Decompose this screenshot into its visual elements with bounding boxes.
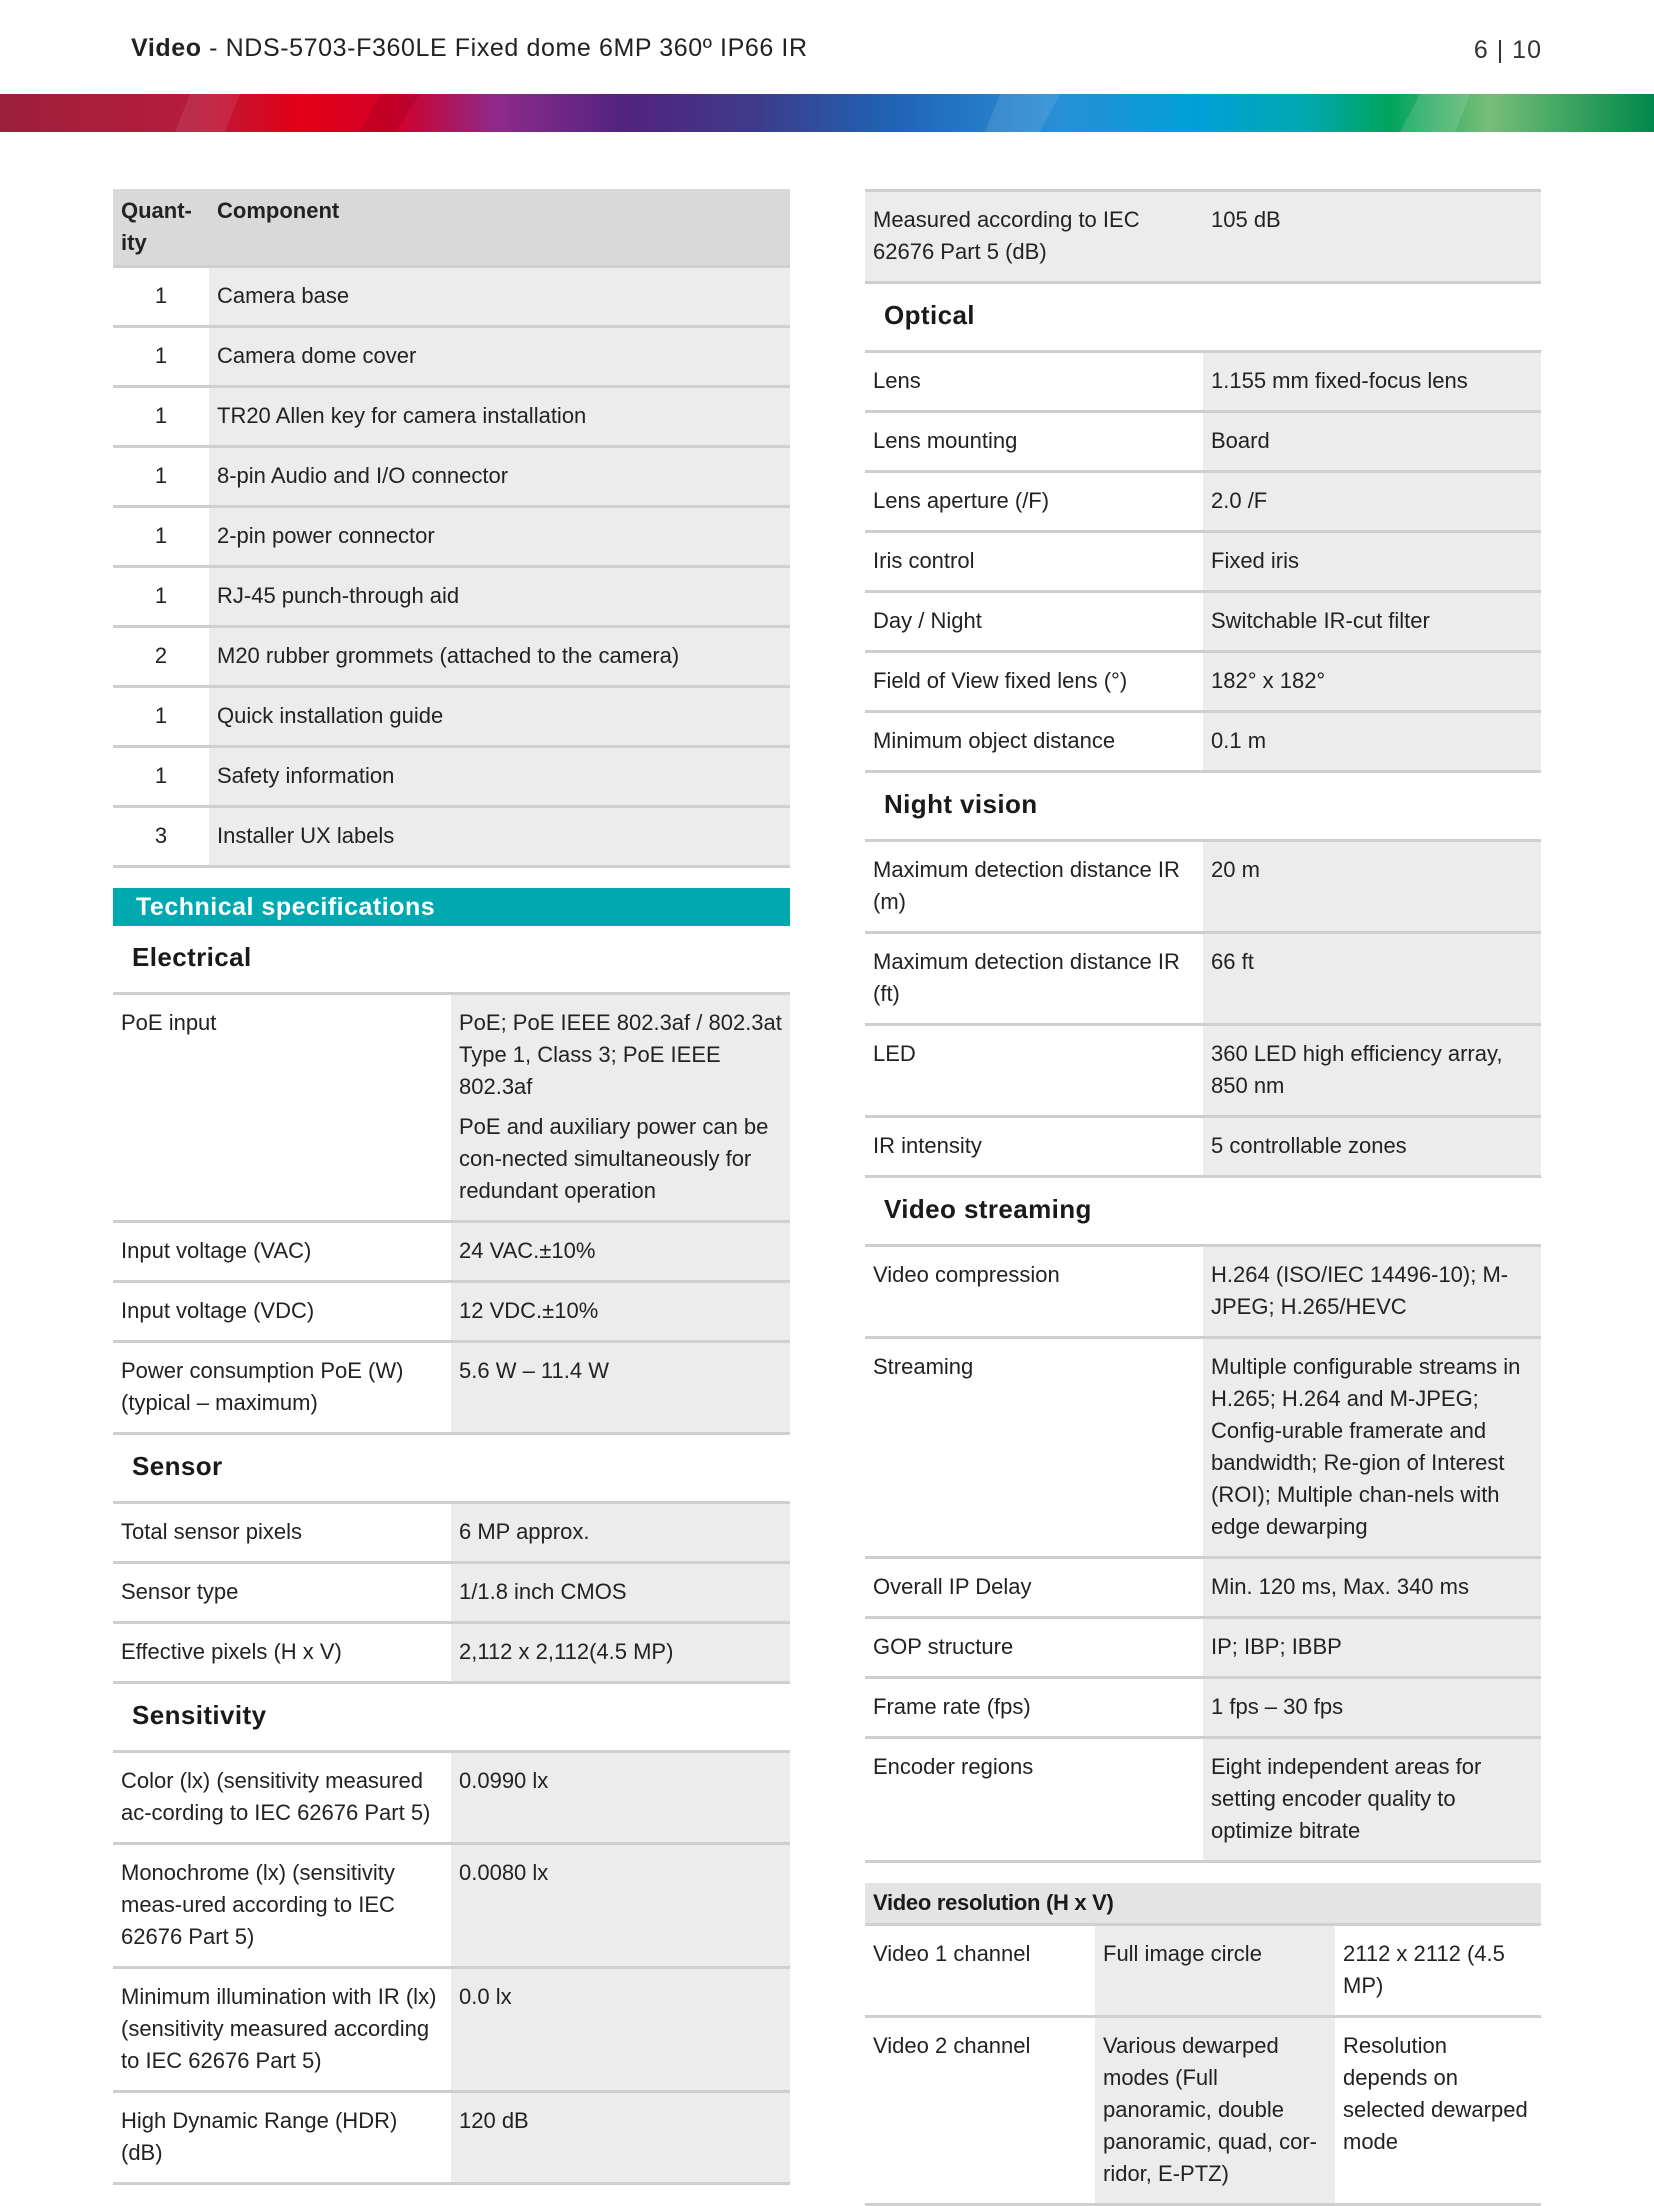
component-name: Installer UX labels xyxy=(209,807,790,867)
component-qty: 1 xyxy=(113,267,209,327)
resolution-mode: Full image circle xyxy=(1095,1926,1335,2017)
spec-label: Lens mounting xyxy=(865,412,1203,472)
resolution-value: 2112 x 2112 (4.5 MP) xyxy=(1335,1926,1541,2017)
spec-row xyxy=(113,1563,790,1623)
component-qty: 1 xyxy=(113,567,209,627)
spec-label: Maximum detection distance IR (m) xyxy=(865,842,1203,933)
spec-label: GOP structure xyxy=(865,1618,1203,1678)
spec-value: 2,112 x 2,112(4.5 MP) xyxy=(451,1623,790,1683)
spec-label: Power consumption PoE (W) (typical – maximum) xyxy=(113,1342,451,1434)
technical-specifications-heading: Technical specifications xyxy=(113,888,790,926)
optical-table xyxy=(865,353,1541,773)
spec-label: Sensor type xyxy=(113,1563,451,1623)
spec-value: 24 VAC.±10% xyxy=(451,1222,790,1282)
page-number: 6 | 10 xyxy=(1473,36,1542,64)
spec-label: Frame rate (fps) xyxy=(865,1678,1203,1738)
component-name: 8-pin Audio and I/O connector xyxy=(209,447,790,507)
spec-row xyxy=(865,1678,1541,1738)
spec-row xyxy=(865,1247,1541,1338)
component-name: M20 rubber grommets (attached to the camera) xyxy=(209,627,790,687)
spec-value: 66 ft xyxy=(1203,933,1541,1025)
spec-row xyxy=(865,1618,1541,1678)
component-name: Camera dome cover xyxy=(209,327,790,387)
component-row xyxy=(113,687,790,747)
spec-value: 120 dB xyxy=(451,2092,790,2184)
component-name: TR20 Allen key for camera installation xyxy=(209,387,790,447)
spec-value: 0.0080 lx xyxy=(451,1844,790,1968)
spec-label: LED xyxy=(865,1025,1203,1117)
spec-value: H.264 (ISO/IEC 14496-10); M-JPEG; H.265/HEVC xyxy=(1203,1247,1541,1338)
component-row xyxy=(113,627,790,687)
spec-value: Board xyxy=(1203,412,1541,472)
spec-row xyxy=(113,2092,790,2184)
spec-value: 105 dB xyxy=(1203,191,1541,283)
component-name: RJ-45 punch-through aid xyxy=(209,567,790,627)
spec-label: Lens xyxy=(865,353,1203,412)
spec-label: Input voltage (VDC) xyxy=(113,1282,451,1342)
video-resolution-table xyxy=(865,1926,1541,2206)
component-row xyxy=(113,567,790,627)
spec-value: 0.0 lx xyxy=(451,1968,790,2092)
spec-value: IP; IBP; IBBP xyxy=(1203,1618,1541,1678)
spec-label: Measured according to IEC 62676 Part 5 (dB) xyxy=(865,191,1203,283)
spec-label: Monochrome (lx) (sensitivity meas-ured according to IEC 62676 Part 5) xyxy=(113,1844,451,1968)
resolution-value: Resolution depends on selected dewarped mode xyxy=(1335,2017,1541,2205)
spec-value: Min. 120 ms, Max. 340 ms xyxy=(1203,1558,1541,1618)
spec-value: Eight independent areas for setting encoder quality to optimize bitrate xyxy=(1203,1738,1541,1862)
spec-value: 1 fps – 30 fps xyxy=(1203,1678,1541,1738)
component-qty: 1 xyxy=(113,447,209,507)
spec-label: Minimum illumination with IR (lx) (sensitivity measured according to IEC 62676 Part 5) xyxy=(113,1968,451,2092)
spec-row xyxy=(865,712,1541,772)
section-heading-electrical: Electrical xyxy=(113,926,790,995)
component-row xyxy=(113,507,790,567)
component-qty: 1 xyxy=(113,327,209,387)
sensitivity-table xyxy=(113,1753,790,2185)
spec-value: 1.155 mm fixed-focus lens xyxy=(1203,353,1541,412)
spec-row xyxy=(865,472,1541,532)
resolution-row xyxy=(865,1926,1541,2017)
spec-row xyxy=(113,1753,790,1844)
quantity-header: Quant-ity xyxy=(113,189,209,267)
component-row xyxy=(113,327,790,387)
spec-row xyxy=(865,353,1541,412)
spec-row xyxy=(865,532,1541,592)
spec-label: Lens aperture (/F) xyxy=(865,472,1203,532)
brand-color-bar xyxy=(0,94,1654,132)
spec-row xyxy=(113,1222,790,1282)
section-heading-video-streaming: Video streaming xyxy=(865,1178,1541,1247)
spec-value: 360 LED high efficiency array, 850 nm xyxy=(1203,1025,1541,1117)
spec-label: Streaming xyxy=(865,1338,1203,1558)
spec-label: PoE input xyxy=(113,995,451,1222)
spec-value: Multiple configurable streams in H.265; H.264 and M-JPEG; Config-urable framerate and bandwidth; Re-gion of Interest (ROI); Multiple chan-nels with edge dewarping xyxy=(1203,1338,1541,1558)
spec-label: IR intensity xyxy=(865,1117,1203,1177)
component-qty: 1 xyxy=(113,747,209,807)
spec-value: 12 VDC.±10% xyxy=(451,1282,790,1342)
video-streaming-table xyxy=(865,1247,1541,1863)
document-title-rest: - NDS-5703-F360LE Fixed dome 6MP 360º IP66 IR xyxy=(201,34,808,62)
section-heading-night-vision: Night vision xyxy=(865,773,1541,842)
night-vision-table xyxy=(865,842,1541,1178)
spec-row xyxy=(865,1558,1541,1618)
component-name: Camera base xyxy=(209,267,790,327)
spec-label: Day / Night xyxy=(865,592,1203,652)
spec-row xyxy=(865,412,1541,472)
component-qty: 2 xyxy=(113,627,209,687)
section-heading-sensor: Sensor xyxy=(113,1435,790,1504)
spec-label: Maximum detection distance IR (ft) xyxy=(865,933,1203,1025)
spec-value: 0.0990 lx xyxy=(451,1753,790,1844)
hdr-measurement-table xyxy=(865,189,1541,284)
spec-row xyxy=(113,995,790,1222)
component-qty: 1 xyxy=(113,387,209,447)
component-qty: 3 xyxy=(113,807,209,867)
spec-value xyxy=(451,995,790,1222)
spec-value: 6 MP approx. xyxy=(451,1504,790,1563)
spec-row xyxy=(865,933,1541,1025)
spec-label: Video compression xyxy=(865,1247,1203,1338)
spec-label: Color (lx) (sensitivity measured ac-cording to IEC 62676 Part 5) xyxy=(113,1753,451,1844)
spec-row xyxy=(113,1282,790,1342)
component-row xyxy=(113,387,790,447)
component-row xyxy=(113,267,790,327)
component-row xyxy=(113,807,790,867)
spec-label: Input voltage (VAC) xyxy=(113,1222,451,1282)
spec-value: 182° x 182° xyxy=(1203,652,1541,712)
spec-value: Fixed iris xyxy=(1203,532,1541,592)
spec-row xyxy=(865,652,1541,712)
component-qty: 1 xyxy=(113,507,209,567)
component-name: Quick installation guide xyxy=(209,687,790,747)
sensor-table xyxy=(113,1504,790,1684)
document-title xyxy=(131,34,808,63)
spec-label: Minimum object distance xyxy=(865,712,1203,772)
spec-row xyxy=(865,1025,1541,1117)
spec-value: 0.1 m xyxy=(1203,712,1541,772)
component-qty: 1 xyxy=(113,687,209,747)
spec-row xyxy=(865,1738,1541,1862)
spec-value: 5 controllable zones xyxy=(1203,1117,1541,1177)
spec-value: 2.0 /F xyxy=(1203,472,1541,532)
spec-row xyxy=(113,1844,790,1968)
spec-row xyxy=(865,191,1541,283)
video-resolution-heading: Video resolution (H x V) xyxy=(865,1883,1541,1926)
section-heading-sensitivity: Sensitivity xyxy=(113,1684,790,1753)
resolution-label: Video 2 channel xyxy=(865,2017,1095,2205)
spec-value: Switchable IR-cut filter xyxy=(1203,592,1541,652)
spec-label: Overall IP Delay xyxy=(865,1558,1203,1618)
document-title-bold: Video xyxy=(131,34,202,62)
spec-value: 5.6 W – 11.4 W xyxy=(451,1342,790,1434)
component-name: Safety information xyxy=(209,747,790,807)
resolution-mode: Various dewarped modes (Full panoramic, double panoramic, quad, cor-ridor, E-PTZ) xyxy=(1095,2017,1335,2205)
spec-row xyxy=(865,592,1541,652)
spec-row xyxy=(865,842,1541,933)
spec-row xyxy=(865,1117,1541,1177)
spec-label: Effective pixels (H x V) xyxy=(113,1623,451,1683)
right-column xyxy=(865,189,1541,2206)
resolution-label: Video 1 channel xyxy=(865,1926,1095,2017)
electrical-table xyxy=(113,995,790,1435)
spec-row xyxy=(113,1623,790,1683)
spec-label: Field of View fixed lens (°) xyxy=(865,652,1203,712)
spec-label: Iris control xyxy=(865,532,1203,592)
spec-value-line: PoE; PoE IEEE 802.3af / 802.3at Type 1, Class 3; PoE IEEE 802.3af xyxy=(459,1010,782,1099)
component-name: 2-pin power connector xyxy=(209,507,790,567)
component-header: Component xyxy=(209,189,790,267)
spec-value: 1/1.8 inch CMOS xyxy=(451,1563,790,1623)
spec-row xyxy=(113,1342,790,1434)
resolution-row xyxy=(865,2017,1541,2205)
spec-label: Encoder regions xyxy=(865,1738,1203,1862)
spec-row xyxy=(113,1968,790,2092)
spec-value-note: PoE and auxiliary power can be con-nected simultaneously for redundant operation xyxy=(459,1114,769,1203)
component-row xyxy=(113,747,790,807)
spec-value: 20 m xyxy=(1203,842,1541,933)
spec-label: High Dynamic Range (HDR) (dB) xyxy=(113,2092,451,2184)
component-row xyxy=(113,447,790,507)
spec-label: Total sensor pixels xyxy=(113,1504,451,1563)
spec-row xyxy=(865,1338,1541,1558)
section-heading-optical: Optical xyxy=(865,284,1541,353)
spec-row xyxy=(113,1504,790,1563)
components-table xyxy=(113,189,790,868)
left-column xyxy=(113,189,790,2185)
